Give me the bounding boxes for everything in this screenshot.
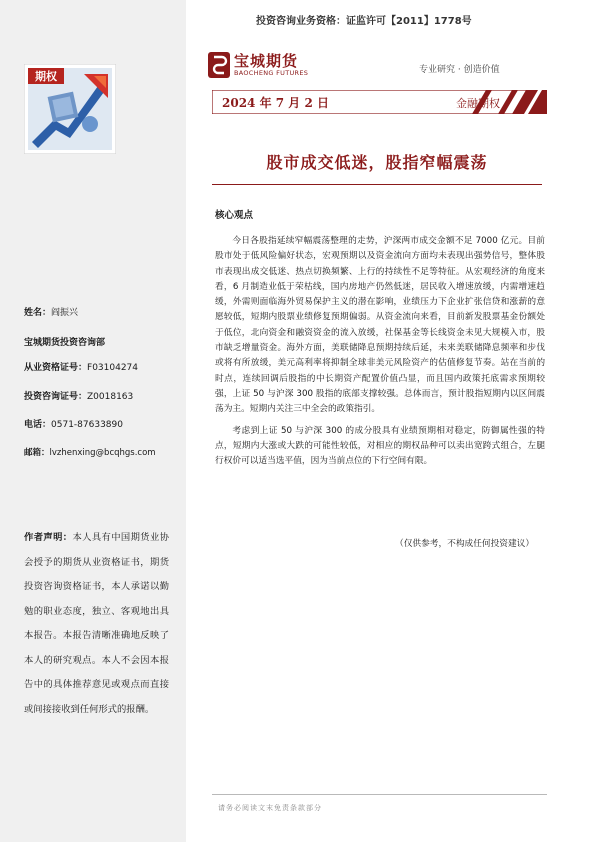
report-body	[215, 234, 545, 475]
author-declaration	[24, 526, 169, 722]
report-date: 2024 年 7 月 2 日	[222, 96, 329, 110]
phone-label: 电话：	[24, 420, 52, 430]
body-paragraph: 考虑到上证 50 与沪深 300 的成分股具有业绩预期相对稳定，防御属性强的特点，短期内大涨或大跌的可能性较低，对相应的期权品种可以卖出宽跨式组合，左腿行权价可以适当选平值，因为当前点位的下行空间有限。	[215, 425, 545, 467]
logo-badge-text: 期权	[35, 70, 57, 83]
options-logo-icon	[24, 64, 116, 154]
email-row	[24, 447, 156, 460]
author-org: 宝城期货投资咨询部	[24, 338, 106, 348]
license-label: 从业资格证号：	[24, 363, 88, 373]
declaration-text: 本人具有中国期货业协会授予的期货从业资格证书，期货投资咨询资格证书，本人承诺以勤勉的职业态度，独立、客观地出具本报告。本报告清晰准确地反映了本人的研究观点。本人不会因本报告中的具体推荐意见或观点而直接或间接接收到任何形式的报酬。	[24, 532, 169, 715]
brand-name-cn: 宝城期货	[234, 52, 299, 70]
phone-row	[24, 419, 123, 432]
disclaimer-note: （仅供参考，不构成任何投资建议）	[395, 539, 534, 549]
advisor-row	[24, 391, 133, 404]
footer-divider	[212, 794, 547, 795]
title-divider	[212, 184, 542, 185]
brand-mark-icon	[208, 52, 230, 78]
certification-line: 投资咨询业务资格：证监许可【2011】1778号	[256, 16, 472, 27]
author-name-label: 姓名：	[24, 308, 52, 318]
body-paragraph: 今日各股指延续窄幅震荡整理的走势，沪深两市成交金额不足 7000 亿元。目前股市处于低风险偏好状态，宏观预期以及资金流向方面均未表现出强势信号，整体股市表现出成交低迷、热点切换频繁、上行的持续性不足等特征。从宏观经济的角度来看，6 月制造业低于荣枯线，国内房地产仍然低迷，居民收入增速放缓，内需增速趋缓，外需则面临海外贸易保护主义的潜在影响，业绩压力下企业扩张信贷和涨薪的意愿较低，短期内股票业绩修复预期偏弱。从资金流向来看，目前新发股票基金份额处于低位，北向资金和融资资金的流入放缓，社保基金等长线资金未见大规模入市，股市缺乏增量资金。海外方面，美联储降息预期持续后延，未来美联储降息频率和步伐或将有所放缓，美元高利率将抑制全球非美元风险资产的估值修复节奏。站在当前的时点，连续回调后股指的中长期资产配置价值凸显，而且国内政策托底需求预期较强，上证 50 与沪深 300 股指的底部支撑较强。总体而言，预计股指短期内以区间震荡为主。短期内关注三中全会的政策指引。	[215, 236, 545, 415]
sidebar	[0, 0, 186, 842]
section-heading: 核心观点	[215, 210, 254, 221]
footer-disclaimer: 请务必阅读文末免责条款部分	[218, 804, 322, 812]
author-name-row	[24, 307, 78, 320]
slogan: 专业研究 · 创造价值	[419, 65, 500, 75]
page-title: 股市成交低迷，股指窄幅震荡	[266, 153, 488, 172]
phone-value: 0571-87633890	[51, 420, 123, 430]
brand-name-en: BAOCHENG FUTURES	[234, 69, 309, 77]
date-banner	[212, 90, 547, 114]
brand-logo	[208, 50, 328, 80]
email-label: 邮箱：	[24, 448, 50, 458]
declaration-label: 作者声明：	[24, 532, 73, 543]
license-row	[24, 362, 138, 375]
author-name-value: 阎振兴	[51, 308, 79, 318]
advisor-value: Z0018163	[87, 392, 134, 402]
email-value[interactable]: lvzhenxing@bcqhgs.com	[49, 448, 156, 458]
advisor-label: 投资咨询证号：	[24, 392, 88, 402]
license-value: F03104274	[87, 363, 139, 373]
report-category: 金融期权	[456, 97, 500, 110]
